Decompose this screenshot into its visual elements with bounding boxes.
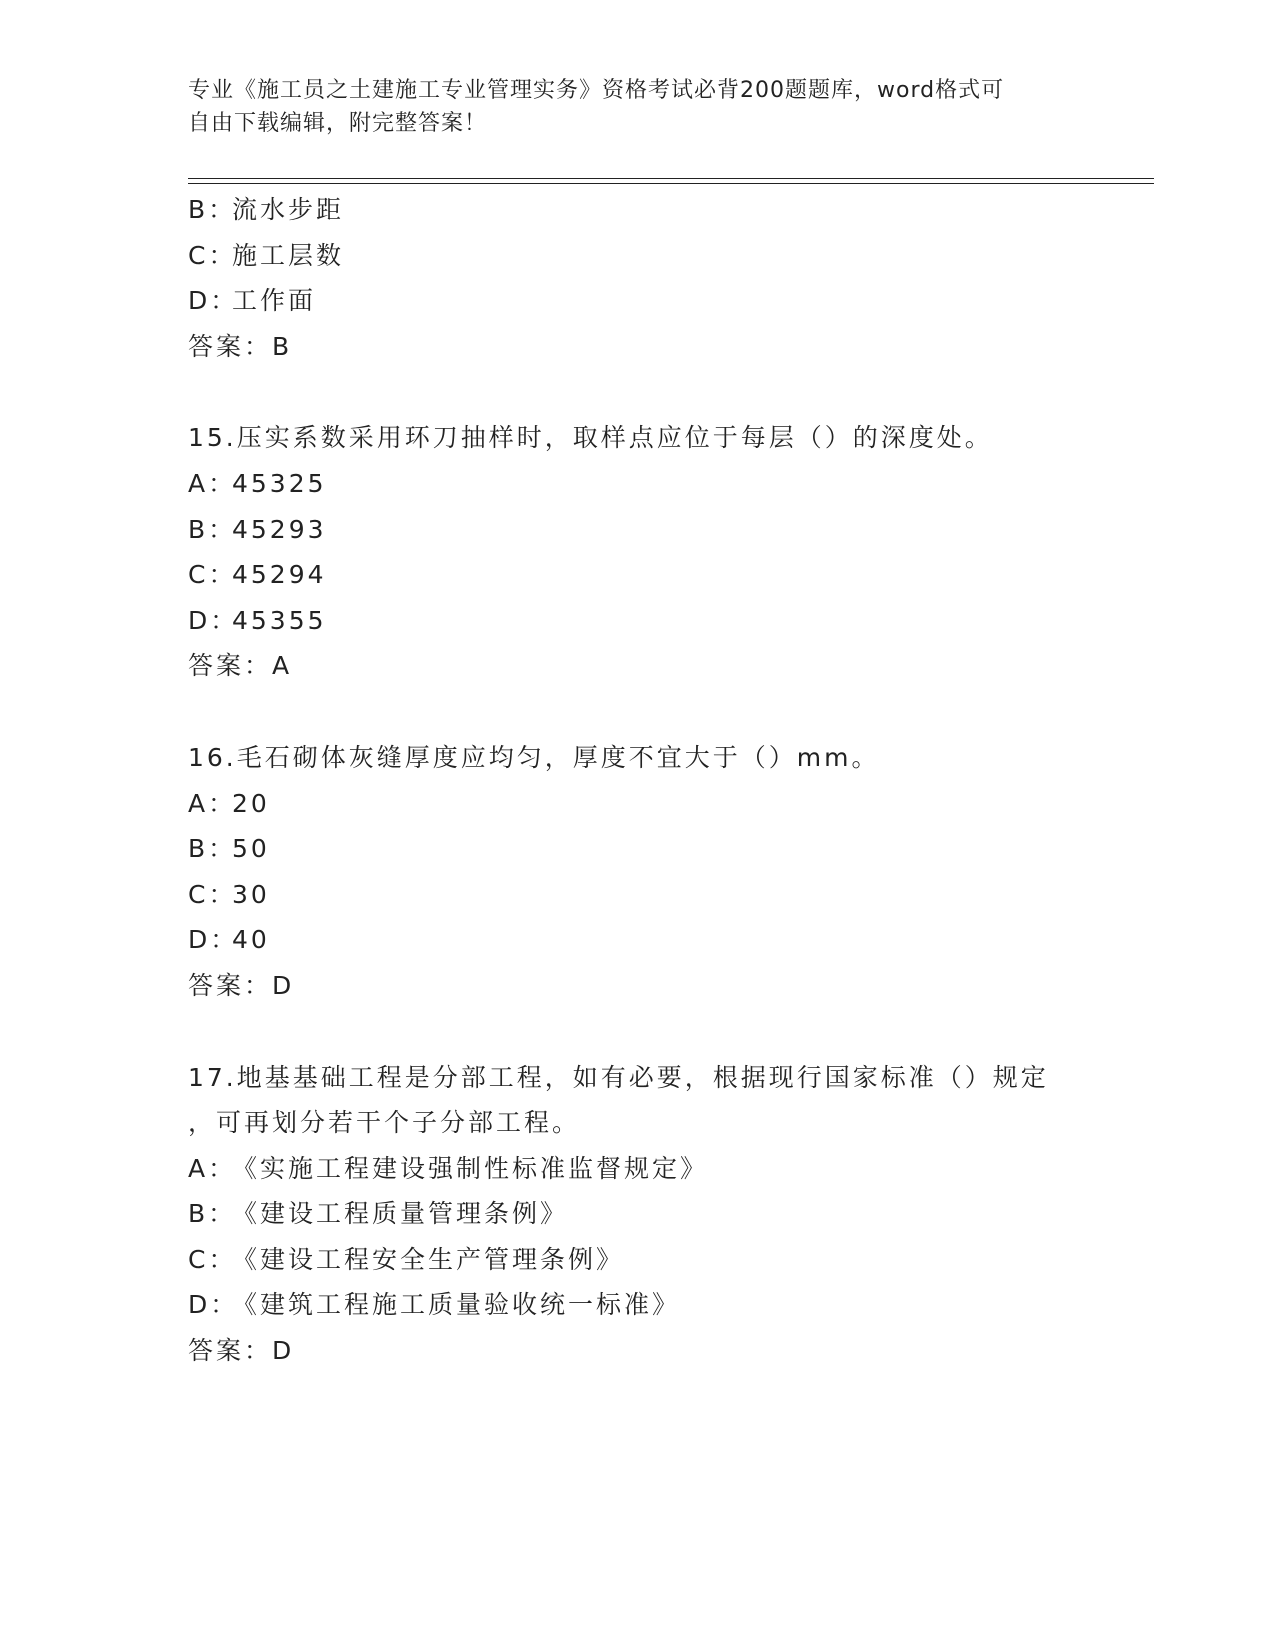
option-letter: A： [188, 788, 237, 818]
option-letter: B： [188, 1199, 237, 1229]
option-letter: A： [188, 468, 237, 498]
option-text: 50 [232, 834, 270, 864]
question-stem-line-1: 17.地基基础工程是分部工程，如有必要，根据现行国家标准（）规定 [188, 1062, 1049, 1092]
option-text: 《实施工程建设强制性标准监督规定》 [232, 1153, 709, 1183]
answer-line: 答案：B [188, 331, 293, 361]
option-text: 流水步距 [232, 195, 345, 224]
document-header [188, 74, 1068, 140]
option-text: 40 [232, 925, 270, 955]
option-text: 45355 [232, 605, 327, 635]
option-text: 《建筑工程施工质量验收统一标准》 [232, 1290, 681, 1320]
option-d [188, 598, 1088, 644]
question-block-17 [188, 1055, 1088, 1374]
header-divider-top [188, 178, 1154, 179]
question-stem: 15.压实系数采用环刀抽样时，取样点应位于每层（）的深度处。 [188, 423, 993, 453]
option-letter: B： [188, 834, 237, 864]
option-b [188, 1191, 1088, 1237]
option-text: 45325 [232, 468, 327, 498]
option-b [188, 507, 1088, 553]
question-list [188, 187, 1088, 1374]
option-text: 45294 [232, 560, 327, 590]
header-line-2: 自由下载编辑，附完整答案！ [188, 111, 488, 136]
option-text: 20 [232, 788, 270, 818]
header-divider-bottom [188, 183, 1154, 184]
option-text: 工作面 [232, 286, 317, 316]
option-text: 《建设工程质量管理条例》 [232, 1199, 569, 1229]
option-text: 施工层数 [232, 240, 345, 270]
option-letter: D： [188, 925, 239, 955]
question-stem-line-2: ，可再划分若干个子分部工程。 [188, 1108, 581, 1138]
option-c [188, 872, 1088, 918]
option-d [188, 917, 1088, 963]
option-b [188, 187, 1088, 233]
answer-line: 答案：D [188, 1336, 295, 1366]
answer-line: 答案：D [188, 970, 295, 1000]
option-a [188, 781, 1088, 827]
question-stem: 16.毛石砌体灰缝厚度应均匀，厚度不宜大于（）mm。 [188, 742, 880, 772]
question-block-16 [188, 735, 1088, 1009]
option-c [188, 552, 1088, 598]
answer-line: 答案：A [188, 651, 293, 681]
option-c [188, 233, 1088, 279]
option-letter: C： [188, 240, 237, 270]
option-a [188, 1146, 1088, 1192]
question-block-14 [188, 187, 1088, 369]
option-letter: B： [188, 195, 237, 224]
option-a [188, 461, 1088, 507]
option-d [188, 278, 1088, 324]
option-c [188, 1237, 1088, 1283]
option-letter: C： [188, 560, 237, 590]
option-text: 30 [232, 879, 270, 909]
option-letter: B： [188, 514, 237, 544]
option-text: 《建设工程安全生产管理条例》 [232, 1244, 625, 1274]
option-letter: A： [188, 1153, 237, 1183]
option-letter: C： [188, 879, 237, 909]
option-d [188, 1282, 1088, 1328]
question-block-15 [188, 415, 1088, 689]
option-letter: D： [188, 605, 239, 635]
option-b [188, 826, 1088, 872]
option-letter: C： [188, 1244, 237, 1274]
option-letter: D： [188, 1290, 239, 1320]
option-letter: D： [188, 286, 239, 316]
option-text: 45293 [232, 514, 327, 544]
header-line-1: 专业《施工员之土建施工专业管理实务》资格考试必背200题题库，word格式可 [188, 78, 1005, 103]
